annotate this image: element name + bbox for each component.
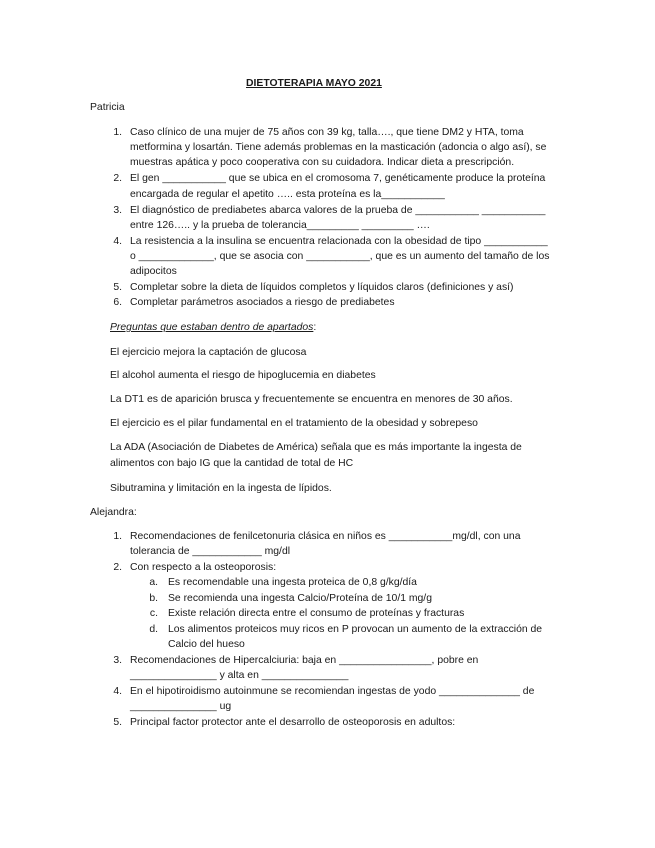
item-number: 3. (113, 205, 122, 216)
item-text: La resistencia a la insulina se encuentra relacionada con la obesidad de tipo ___________ (130, 236, 548, 247)
statement: Sibutramina y limitación en la ingesta de lípidos. (110, 483, 332, 494)
subitem-text: Los alimentos proteicos muy ricos en P provocan un aumento de la extracción de (168, 624, 543, 635)
item-number: 4. (113, 236, 122, 247)
item-number: 6. (113, 297, 122, 308)
subitem-letter: d. (149, 624, 158, 635)
item-number: 3. (113, 655, 122, 666)
item-text: El diagnóstico de prediabetes abarca valores de la prueba de ___________ ___________ (130, 205, 546, 216)
item-text: muestras apática y poco cooperativa con su cuidadora. Indicar dieta a prescripción. (130, 157, 515, 168)
section-heading-patricia: Patricia (90, 102, 125, 113)
apartados-heading-text: Preguntas que estaban dentro de apartados (110, 322, 314, 333)
item-text: Completar parámetros asociados a riesgo de prediabetes (130, 297, 395, 308)
item-text: _______________ y alta en _______________ (130, 670, 349, 681)
item-text: tolerancia de ____________ mg/dl (130, 546, 291, 557)
item-text: adipocitos (130, 266, 177, 277)
section-heading-alejandra: Alejandra: (90, 507, 137, 518)
item-number: 1. (113, 127, 122, 138)
item-text: El gen ___________ que se ubica en el cromosoma 7, genéticamente produce la proteína (130, 173, 546, 184)
subitem-text: Existe relación directa entre el consumo de proteínas y fracturas (168, 608, 465, 619)
item-number: 2. (113, 173, 122, 184)
statement: La DT1 es de aparición brusca y frecuentemente se encuentra en menores de 30 años. (110, 394, 513, 405)
item-text: o _____________, que se asocia con ___________, que es un aumento del tamaño de los (130, 251, 550, 262)
item-text: _______________ ug (130, 701, 232, 712)
item-text: Recomendaciones de fenilcetonuria clásica en niños es ___________mg/dl, con una (130, 531, 521, 542)
subitem-letter: b. (149, 593, 158, 604)
statement: El ejercicio es el pilar fundamental en el tratamiento de la obesidad y sobrepeso (110, 418, 478, 429)
item-number: 5. (113, 717, 122, 728)
item-text: Completar sobre la dieta de líquidos completos y líquidos claros (definiciones y así) (130, 282, 514, 293)
subitem-text: Es recomendable una ingesta proteica de 0,8 g/kg/día (168, 577, 417, 588)
item-number: 4. (113, 686, 122, 697)
item-text: Principal factor protector ante el desarrollo de osteoporosis en adultos: (130, 717, 456, 728)
subitem-letter: c. (149, 608, 158, 619)
item-number: 2. (113, 562, 122, 573)
item-text: Con respecto a la osteoporosis: (130, 562, 277, 573)
document-title: DIETOTERAPIA MAYO 2021 (246, 78, 382, 89)
subitem-letter: a. (149, 577, 158, 588)
statement: El alcohol aumenta el riesgo de hipoglucemia en diabetes (110, 370, 376, 381)
item-number: 1. (113, 531, 122, 542)
item-text: Caso clínico de una mujer de 75 años con 39 kg, talla…., que tiene DM2 y HTA, toma (130, 127, 524, 138)
subitem-text: Se recomienda una ingesta Calcio/Proteína de 10/1 mg/g (168, 593, 432, 604)
item-text: En el hipotiroidismo autoinmune se recomiendan ingestas de yodo ______________ de (130, 686, 535, 697)
item-text: Recomendaciones de Hipercalciuria: baja en ________________, pobre en (130, 655, 479, 666)
item-number: 5. (113, 282, 122, 293)
apartados-heading (110, 321, 316, 334)
statement: alimentos con bajo IG que la cantidad de total de HC (110, 458, 354, 469)
statement: La ADA (Asociación de Diabetes de América) señala que es más importante la ingesta de (110, 442, 522, 453)
statement: El ejercicio mejora la captación de glucosa (110, 347, 307, 358)
item-text: encargada de regular el apetito ….. esta proteína es la___________ (130, 189, 445, 200)
subitem-text: Calcio del hueso (168, 639, 245, 650)
apartados-heading-colon: : (313, 322, 317, 333)
item-text: metformina y losartán. Tiene además problemas en la masticación (adoncia o algo así), se (130, 142, 547, 153)
item-text: entre 126….. y la prueba de tolerancia_________ _________ …. (130, 220, 430, 231)
